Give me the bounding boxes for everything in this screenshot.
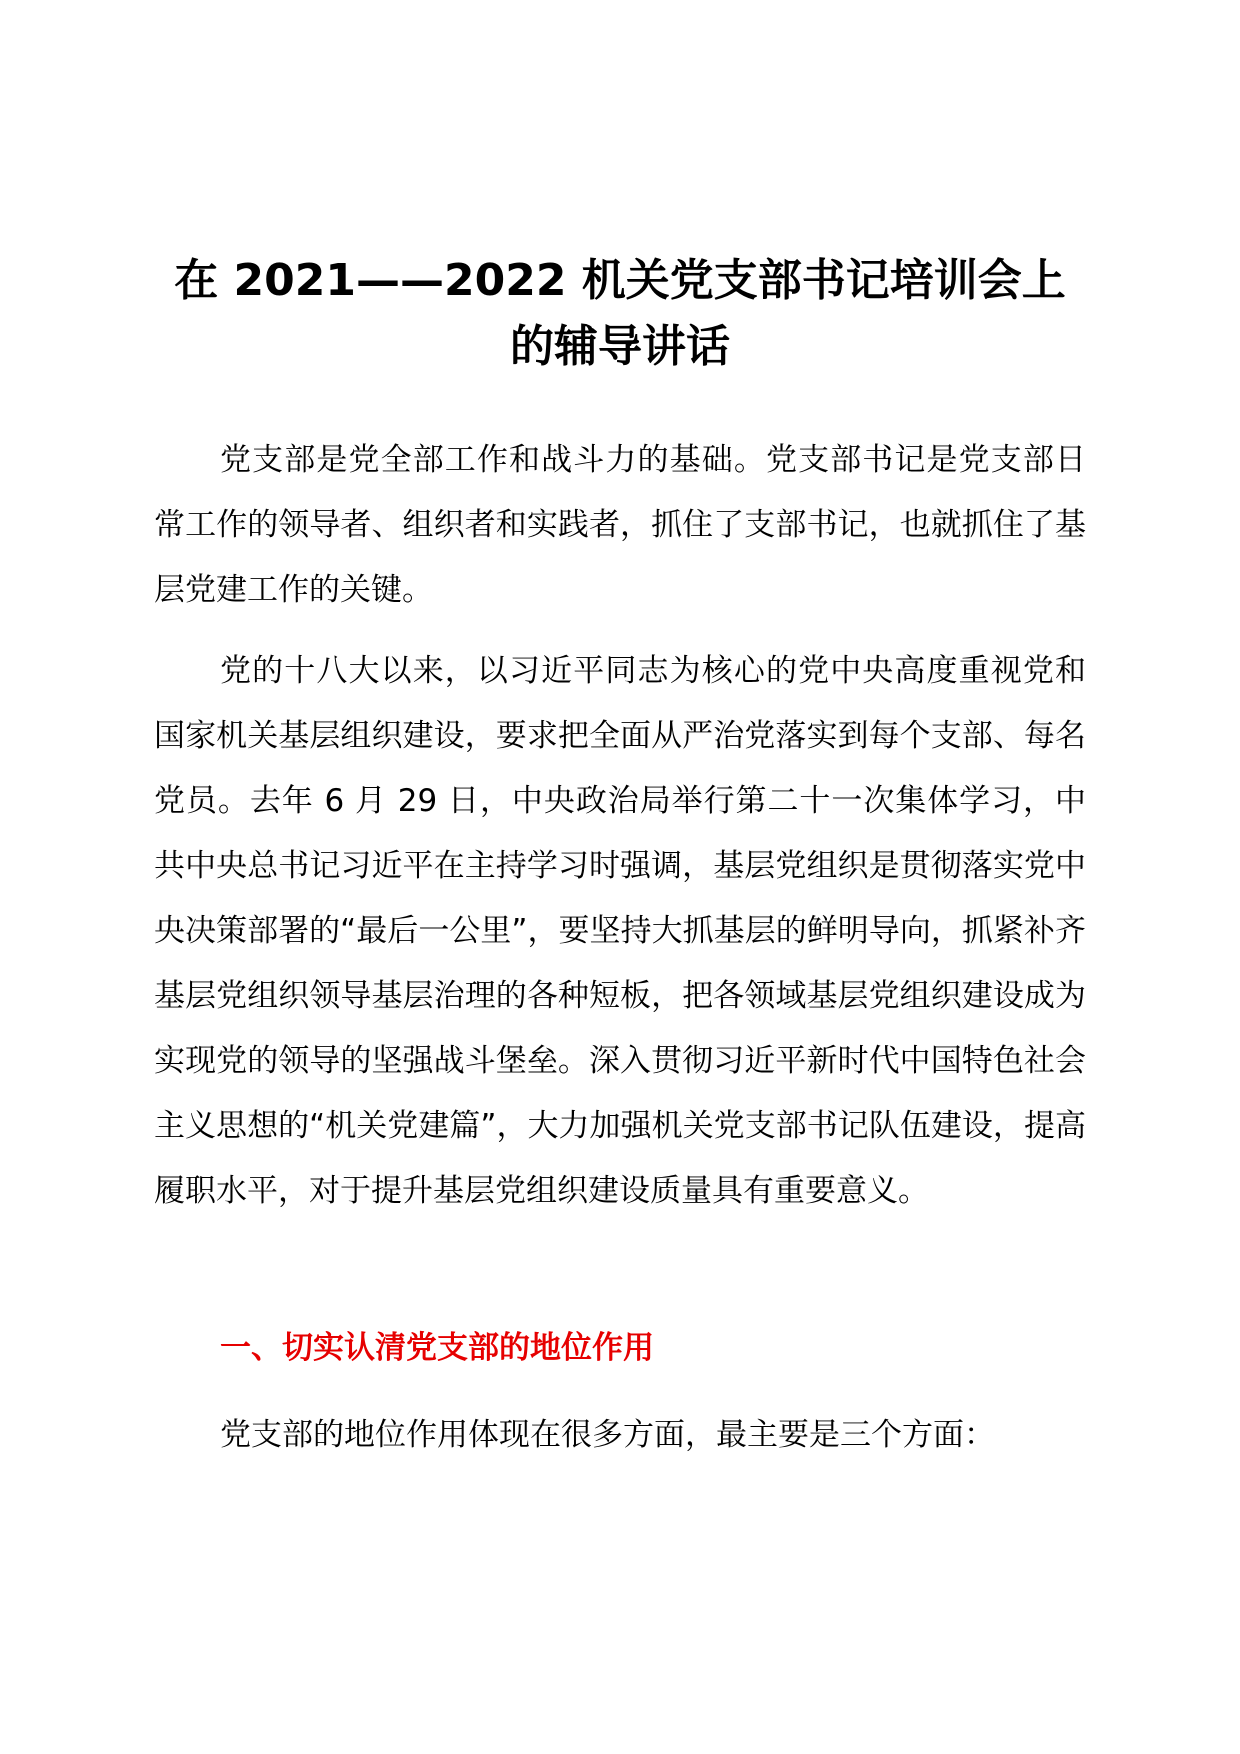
body-paragraph-intro: 党支部是党全部工作和战斗力的基础。党支部书记是党支部日常工作的领导者、组织者和实践者，抓住了支部书记，也就抓住了基层党建工作的关键。 [154,442,1086,608]
section-paragraph: 党支部的地位作用体现在很多方面，最主要是三个方面： [220,1417,995,1453]
document-title-line-2: 的辅导讲话 [510,321,730,372]
document-title [150,248,1090,380]
body-paragraph-background: 党的十八大以来，以习近平同志为核心的党中央高度重视党和国家机关基层组织建设，要求把全面从严治党落实到每个支部、每名党员。去年 6 月 29 日，中央政治局举行第二十一次集体学习，中共中央总书记习近平在主持学习时强调，基层党组织是贯彻落实党中央决策部署的“最后一公里”，要坚持大抓基层的鲜明导向，抓紧补齐基层党组织领导基层治理的各种短板，把各领域基层党组织建设成为实现党的领导的坚强战斗堡垒。深入贯彻习近平新时代中国特色社会主义思想的“机关党建篇”，大力加强机关党支部书记队伍建设，提高履职水平，对于提升基层党组织建设质量具有重要意义。 [154,653,1086,1209]
section-heading: 一、切实认清党支部的地位作用 [220,1330,654,1366]
document-title-line-1: 在 2021——2022 机关党支部书记培训会上 [174,255,1066,306]
